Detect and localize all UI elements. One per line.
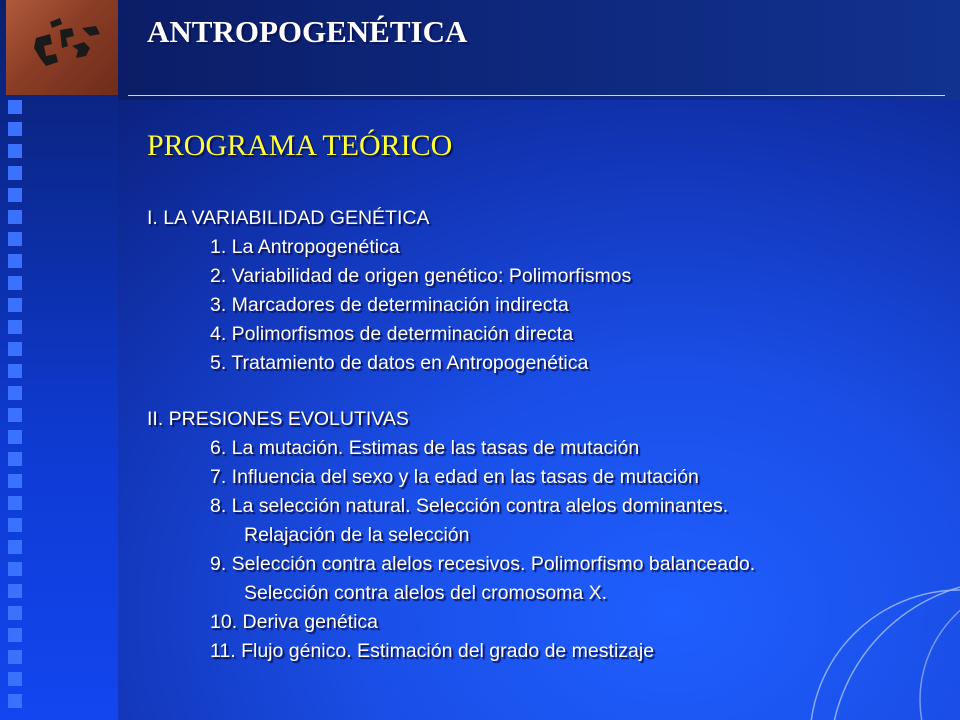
- list-item: 7. Influencia del sexo y la edad en las tasas de mutación: [210, 466, 699, 488]
- section-heading-2: II. PRESIONES EVOLUTIVAS: [147, 408, 409, 430]
- list-item: 8. La selección natural. Selección contra alelos dominantes.: [210, 495, 729, 517]
- list-item: 11. Flujo génico. Estimación del grado de mestizaje: [210, 640, 655, 662]
- list-item: 5. Tratamiento de datos en Antropogenética: [210, 352, 589, 374]
- list-item: 3. Marcadores de determinación indirecta: [210, 294, 569, 316]
- list-item: 1. La Antropogenética: [210, 236, 400, 258]
- section-heading-1: I. LA VARIABILIDAD GENÉTICA: [147, 207, 430, 229]
- list-item: 9. Selección contra alelos recesivos. Polimorfismo balanceado.: [210, 553, 756, 575]
- list-item: 4. Polimorfismos de determinación directa: [210, 323, 574, 345]
- list-item: 6. La mutación. Estimas de las tasas de mutación: [210, 437, 640, 459]
- slide-title: ANTROPOGENÉTICA: [147, 14, 468, 49]
- list-item: 10. Deriva genética: [210, 611, 379, 633]
- list-item: 2. Variabilidad de origen genético: Polimorfismos: [210, 265, 632, 287]
- list-item-continuation: Relajación de la selección: [244, 524, 470, 546]
- list-item-continuation: Selección contra alelos del cromosoma X.: [244, 582, 608, 604]
- slide-subtitle: PROGRAMA TEÓRICO: [147, 129, 453, 162]
